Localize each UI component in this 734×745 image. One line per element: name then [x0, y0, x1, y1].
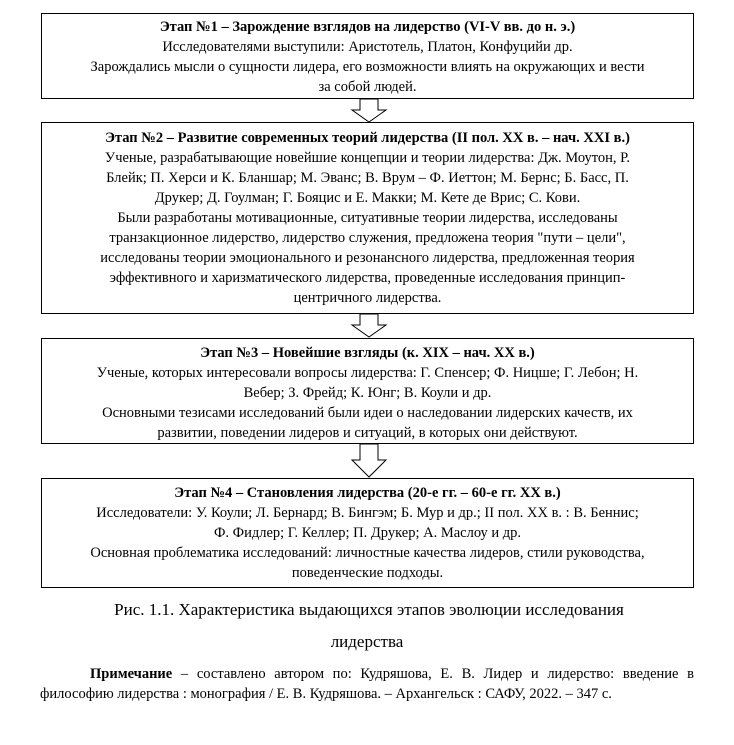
- down-arrow-icon: [349, 314, 389, 338]
- stage-4-line: поведенческие подходы.: [291, 565, 444, 581]
- stage-3-box: [41, 338, 694, 444]
- stage-2-line: Были разработаны мотивационные, ситуативные теории лидерства, исследованы: [117, 210, 618, 226]
- stage-4-title: Этап №4 – Становления лидерства (20-е гг. – 60-е гг. XX в.): [174, 485, 561, 501]
- stage-2-box: [41, 122, 694, 314]
- figure-caption: Рис. 1.1. Характеристика выдающихся этапов эволюции исследования: [114, 600, 624, 619]
- stage-1-line: Исследователями выступили: Аристотель, Платон, Конфуцийи др.: [162, 39, 573, 55]
- stage-2-line: центричного лидерства.: [293, 290, 442, 306]
- stage-3-line: Основными тезисами исследований были идеи о наследовании лидерских качеств, их: [102, 405, 633, 421]
- stage-2-line: транзакционное лидерство, лидерство служения, предложена теория "пути – цели",: [109, 230, 626, 246]
- stage-2-line: Ученые, разрабатывающие новейшие концепции и теории лидерства: Дж. Моутон, Р.: [104, 150, 631, 166]
- stage-2-title: Этап №2 – Развитие современных теорий лидерства (II пол. XX в. – нач. XXI в.): [105, 130, 630, 146]
- stage-4-box: [41, 478, 694, 588]
- stage-1-line: за собой людей.: [318, 79, 417, 95]
- note-label: Примечание: [90, 666, 173, 682]
- stage-3-line: развитии, поведении лидеров и ситуаций, в которых они действуют.: [157, 425, 578, 441]
- stage-2-line: Друкер; Д. Гоулман; Г. Бояцис и Е. Макки; М. Кете де Врис; С. Кови.: [154, 190, 581, 206]
- note-text: – составлено автором по: Кудряшова, Е. В. Лидер и лидерство: введение в философию лидерства : монография / Е. В. Кудряшова. – Архангельск : САФУ, 2022. – 347 с.: [40, 666, 694, 702]
- stage-2-line: Блейк; П. Херси и К. Бланшар; М. Эванс; В. Врум – Ф. Иеттон; М. Бернс; Б. Басс, П.: [106, 170, 629, 186]
- source-note: [40, 664, 694, 704]
- figure-caption-continuation: лидерства: [330, 632, 404, 651]
- stage-4-line: Ф. Фидлер; Г. Келлер; П. Друкер; А. Маслоу и др.: [213, 525, 522, 541]
- stage-2-line: исследованы теории эмоционального и резонансного лидерства, предложенная теория: [100, 250, 635, 266]
- stage-1-line: Зарождались мысли о сущности лидера, его возможности влиять на окружающих и вести: [90, 59, 645, 75]
- down-arrow-icon: [349, 444, 389, 478]
- stage-3-line: Вебер; З. Фрейд; К. Юнг; В. Коули и др.: [243, 385, 492, 401]
- stage-3-title: Этап №3 – Новейшие взгляды (к. XIX – нач. XX в.): [200, 345, 535, 361]
- stage-1-title: Этап №1 – Зарождение взглядов на лидерство (VI-V вв. до н. э.): [159, 19, 576, 35]
- down-arrow-icon: [349, 99, 389, 123]
- stage-4-line: Основная проблематика исследований: личностные качества лидеров, стили руководства,: [90, 545, 645, 561]
- stage-2-line: эффективного и харизматического лидерства, проведенные исследования принцип-: [109, 270, 626, 286]
- stage-1-box: [41, 13, 694, 99]
- stage-3-line: Ученые, которых интересовали вопросы лидерства: Г. Спенсер; Ф. Ницше; Г. Лебон; Н.: [96, 365, 639, 381]
- stage-4-line: Исследователи: У. Коули; Л. Бернард; В. Бингэм; Б. Мур и др.; II пол. XX в. : В. Беннис;: [96, 505, 639, 521]
